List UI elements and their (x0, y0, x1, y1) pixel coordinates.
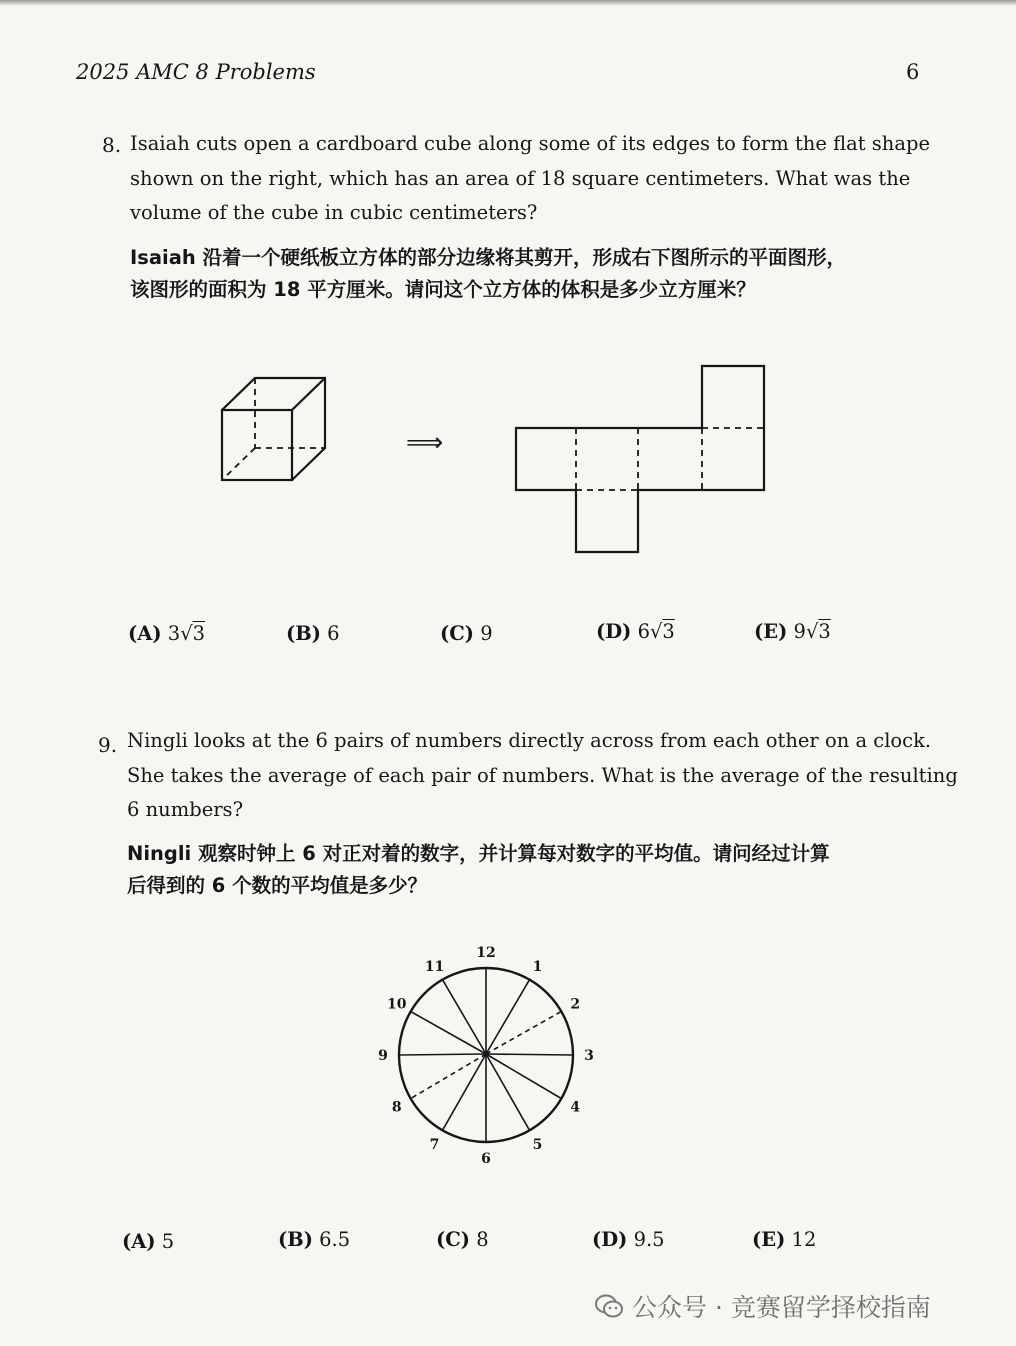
problem-9-line-1: Ningli looks at the 6 pairs of numbers directly across from each other on a clock. (127, 729, 932, 752)
problem-8-chinese-text (130, 242, 846, 306)
problem-9-chinese-text (127, 838, 830, 902)
problem-8-choice-b: (B) 6 (286, 622, 340, 645)
clock-spoke-2 (486, 1012, 561, 1055)
watermark-text: 公众号 · 竞赛留学择校指南 (632, 1293, 931, 1322)
clock-number-5: 5 (532, 1137, 543, 1154)
clock-number-7: 7 (429, 1137, 440, 1154)
clock-number-2: 2 (570, 996, 581, 1013)
problem-8-text (130, 127, 930, 231)
clock-number-10: 10 (387, 996, 407, 1013)
clock-spoke-1 (486, 980, 530, 1054)
clock-number-6: 6 (481, 1151, 491, 1167)
problem-9-choice-c: (C) 8 (436, 1228, 489, 1251)
clock-spoke-8 (411, 1054, 486, 1099)
clock-spoke-11 (443, 980, 487, 1054)
problem-8-choice-a: (A) 3√3 (128, 622, 206, 645)
problem-8-line-1: Isaiah cuts open a cardboard cube along some of its edges to form the flat shape (130, 132, 930, 155)
clock-number-9: 9 (378, 1048, 388, 1064)
problem-8-line-3: volume of the cube in cubic centimeters? (130, 201, 538, 224)
problem-8-cn-line-1: Isaiah 沿着一个硬纸板立方体的部分边缘将其剪开，形成右下图所示的平面图形， (130, 246, 847, 269)
problem-8-choice-e: (E) 9√3 (754, 620, 831, 643)
problem-9-line-2: She takes the average of each pair of numbers. What is the average of the resulting (127, 763, 958, 787)
wechat-icon (594, 1291, 624, 1321)
problem-9-cn-line-1: Ningli 观察时钟上 6 对正对着的数字，并计算每对数字的平均值。请问经过计算 (127, 842, 830, 865)
problem-8-line-2: shown on the right, which has an area of 18 square centimeters. What was the (130, 166, 911, 190)
problem-9-choice-d: (D) 9.5 (592, 1228, 665, 1251)
clock-spoke-5 (486, 1054, 530, 1130)
problem-9-line-3: 6 numbers? (127, 798, 244, 821)
clock-number-8: 8 (391, 1099, 402, 1116)
problem-8-number: 8. (102, 133, 122, 157)
clock-spoke-3 (486, 1054, 573, 1055)
clock-spoke-7 (443, 1054, 487, 1130)
problem-9-choice-b: (B) 6.5 (278, 1228, 351, 1251)
cube-figure (215, 370, 335, 490)
watermark (594, 1288, 931, 1324)
clock-figure (376, 944, 596, 1167)
page-edge-shadow (0, 0, 1016, 6)
clock-number-1: 1 (532, 958, 543, 975)
clock-spoke-4 (486, 1054, 561, 1099)
problem-9-choice-e: (E) 12 (752, 1228, 817, 1251)
problem-8-choice-c: (C) 9 (440, 622, 493, 645)
implies-arrow: ⟹ (406, 428, 444, 458)
clock-spoke-9 (399, 1054, 486, 1055)
page-number: 6 (906, 60, 920, 84)
problem-9-choice-a: (A) 5 (122, 1230, 175, 1253)
problem-8-choice-d: (D) 6√3 (596, 620, 675, 643)
clock-number-11: 11 (424, 958, 445, 975)
clock-number-3: 3 (584, 1048, 594, 1064)
problem-9-cn-line-2: 后得到的 6 个数的平均值是多少？ (127, 874, 428, 897)
problem-9-text (127, 724, 958, 828)
problem-9-number: 9. (98, 733, 118, 757)
clock-number-4: 4 (570, 1099, 581, 1116)
page-header-title: 2025 AMC 8 Problems (76, 60, 316, 84)
clock-number-12: 12 (476, 945, 496, 961)
problem-8-cn-line-2: 该图形的面积为 18 平方厘米。请问这个立方体的体积是多少立方厘米？ (130, 278, 756, 301)
clock-spoke-10 (411, 1012, 486, 1055)
cube-net-figure (510, 360, 770, 560)
